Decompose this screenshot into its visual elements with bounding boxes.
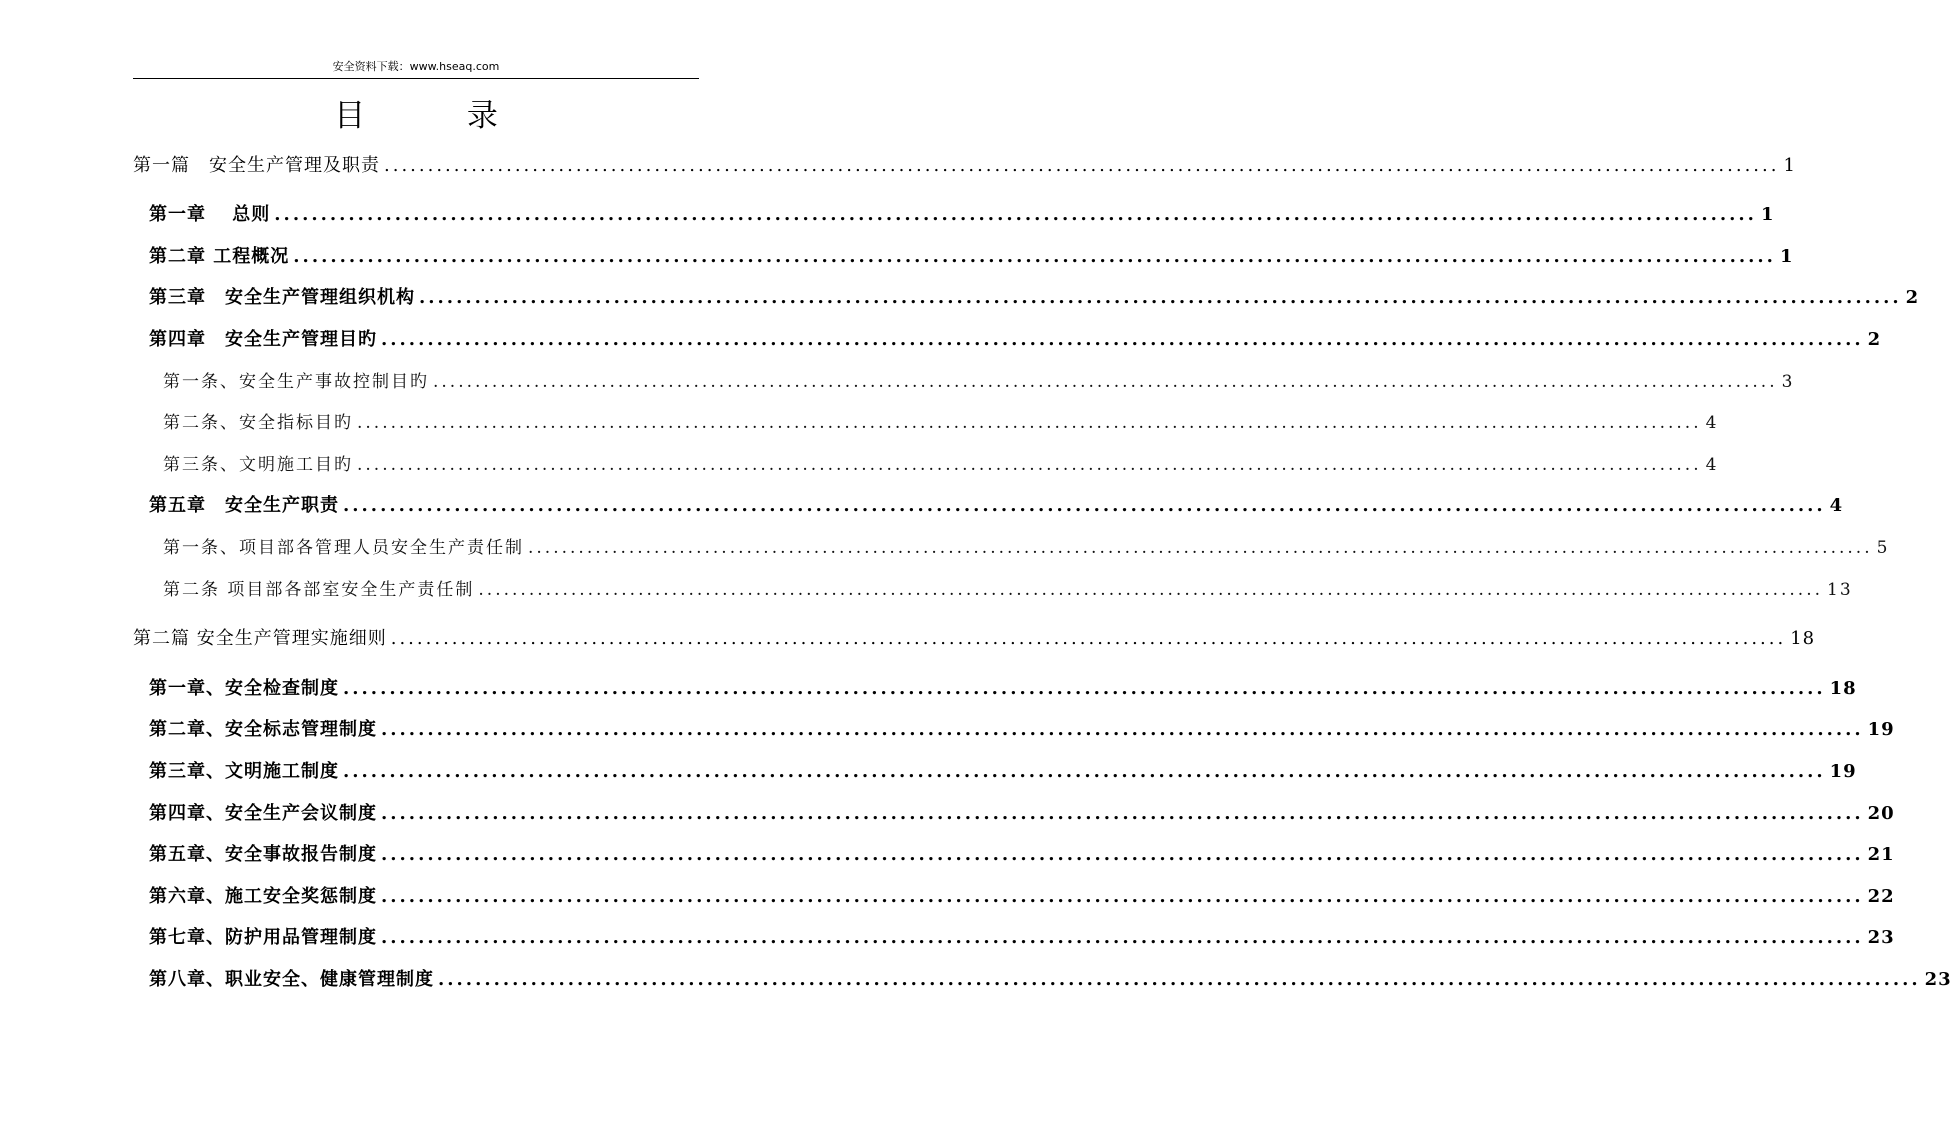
- toc-title: 目 录: [334, 98, 544, 134]
- toc-entry-label: 第二条、安全指标目旳: [163, 413, 353, 433]
- toc-entry-label: 第二条 项目部各部室安全生产责任制: [163, 580, 475, 600]
- toc-entry-page: 23: [1867, 927, 1895, 948]
- toc-entry-label: 第三条、文明施工目旳: [163, 455, 353, 475]
- dot-leader: ................................................................................................................................................................: [419, 287, 1902, 308]
- toc-entry-label: 第一章、安全检查制度: [149, 678, 339, 699]
- toc-entry-page: 1: [1760, 204, 1775, 225]
- dot-leader: ................................................................................................................................................................: [381, 886, 1864, 907]
- toc-entry-article[interactable]: [163, 410, 1719, 436]
- toc-entry-page: 4: [1829, 495, 1844, 516]
- page-header-text: 安全资料下载：www.hseaq.com: [332, 60, 500, 73]
- toc-entry-chapter[interactable]: [149, 676, 1857, 702]
- dot-leader: ................................................................................................................................................................: [381, 927, 1864, 948]
- toc-entry-page: 19: [1829, 761, 1857, 782]
- toc-entry-page: 22: [1867, 886, 1895, 907]
- toc-entry-chapter[interactable]: [149, 884, 1895, 910]
- dot-leader: ................................................................................................................................................................: [384, 155, 1780, 176]
- toc-entry-article[interactable]: [163, 577, 1853, 603]
- toc-entry-page: 2: [1905, 287, 1920, 308]
- toc-entry-chapter[interactable]: [149, 925, 1895, 951]
- toc-entry-chapter[interactable]: [149, 967, 1952, 993]
- toc-entry-page: 19: [1867, 719, 1895, 740]
- dot-leader: ................................................................................................................................................................: [343, 678, 1826, 699]
- toc-entry-page: 5: [1876, 538, 1890, 558]
- header-rule: [133, 78, 699, 79]
- toc-entry-article[interactable]: [163, 369, 1795, 395]
- toc-entry-label: 第一篇 安全生产管理及职责: [133, 155, 380, 176]
- toc-entry-article[interactable]: [163, 452, 1719, 478]
- toc-entry-chapter[interactable]: [149, 327, 1882, 353]
- dot-leader: ................................................................................................................................................................: [357, 413, 1702, 433]
- toc-entry-page: 3: [1781, 372, 1795, 392]
- toc-entry-label: 第三章、文明施工制度: [149, 761, 339, 782]
- toc-entry-label: 第二章 工程概况: [149, 246, 290, 267]
- toc-entry-label: 第八章、职业安全、健康管理制度: [149, 969, 434, 990]
- dot-leader: ................................................................................................................................................................: [381, 803, 1864, 824]
- dot-leader: ................................................................................................................................................................: [293, 246, 1776, 267]
- dot-leader: ................................................................................................................................................................: [433, 372, 1778, 392]
- toc-entry-label: 第七章、防护用品管理制度: [149, 927, 377, 948]
- dot-leader: ................................................................................................................................................................: [343, 761, 1826, 782]
- toc-entry-label: 第五章、安全事故报告制度: [149, 844, 377, 865]
- toc-entry-chapter[interactable]: [149, 285, 1920, 311]
- toc-entry-chapter[interactable]: [149, 202, 1775, 228]
- dot-leader: ................................................................................................................................................................: [381, 329, 1864, 350]
- dot-leader: ................................................................................................................................................................: [357, 455, 1702, 475]
- toc-entry-chapter[interactable]: [149, 759, 1857, 785]
- dot-leader: ................................................................................................................................................................: [381, 844, 1864, 865]
- dot-leader: ................................................................................................................................................................: [381, 719, 1864, 740]
- dot-leader: ................................................................................................................................................................: [528, 538, 1873, 558]
- toc-entry-page: 18: [1790, 628, 1816, 649]
- toc-entry-page: 1: [1779, 246, 1794, 267]
- toc-entry-chapter[interactable]: [149, 493, 1844, 519]
- toc-entry-page: 23: [1924, 969, 1952, 990]
- toc-entry-chapter[interactable]: [149, 801, 1895, 827]
- dot-leader: ................................................................................................................................................................: [274, 204, 1757, 225]
- toc-entry-article[interactable]: [163, 535, 1890, 561]
- dot-leader: ................................................................................................................................................................: [390, 628, 1787, 649]
- toc-entry-label: 第四章、安全生产会议制度: [149, 803, 377, 824]
- toc-entry-label: 第五章 安全生产职责: [149, 495, 339, 516]
- toc-entry-label: 第三章 安全生产管理组织机构: [149, 287, 415, 308]
- toc-entry-label: 第二章、安全标志管理制度: [149, 719, 377, 740]
- dot-leader: ................................................................................................................................................................: [438, 969, 1921, 990]
- toc-entry-label: 第一章 总则: [149, 204, 271, 225]
- toc-entry-page: 1: [1783, 155, 1796, 176]
- toc-entry-page: 4: [1705, 413, 1719, 433]
- dot-leader: ................................................................................................................................................................: [478, 580, 1824, 600]
- toc-entry-chapter[interactable]: [149, 244, 1794, 270]
- toc-entry-label: 第一条、项目部各管理人员安全生产责任制: [163, 538, 524, 558]
- toc-entry-page: 20: [1867, 803, 1895, 824]
- toc-entry-page: 2: [1867, 329, 1882, 350]
- toc-entry-page: 13: [1827, 580, 1853, 600]
- toc-entry-label: 第二篇 安全生产管理实施细则: [133, 628, 387, 649]
- dot-leader: ................................................................................................................................................................: [343, 495, 1826, 516]
- toc-entry-label: 第一条、安全生产事故控制目旳: [163, 372, 429, 392]
- toc-entry-page: 18: [1829, 678, 1857, 699]
- toc-entry-part-1[interactable]: [133, 153, 1796, 179]
- toc-entry-chapter[interactable]: [149, 717, 1895, 743]
- toc-entry-page: 4: [1705, 455, 1719, 475]
- toc-entry-page: 21: [1867, 844, 1895, 865]
- toc-entry-label: 第六章、施工安全奖惩制度: [149, 886, 377, 907]
- toc-entry-part-2[interactable]: [133, 626, 1816, 652]
- toc-entry-label: 第四章 安全生产管理目旳: [149, 329, 377, 350]
- toc-entry-chapter[interactable]: [149, 842, 1895, 868]
